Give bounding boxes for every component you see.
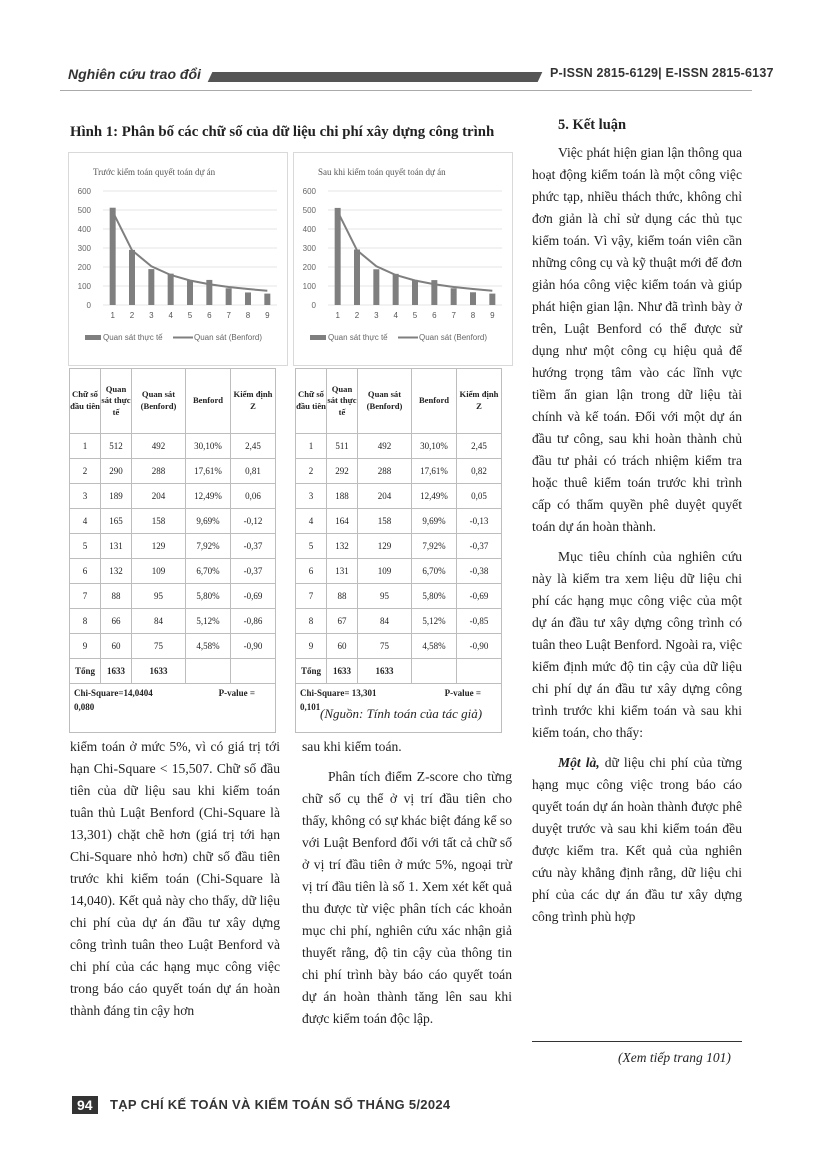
col3-lead: Một là, — [558, 755, 600, 770]
bar-actual — [393, 274, 399, 305]
x-tick-label: 3 — [374, 311, 379, 320]
table-row — [70, 559, 276, 584]
y-tick-label: 600 — [302, 187, 316, 196]
bar-actual — [451, 288, 457, 305]
table-cell: 292 — [327, 459, 358, 484]
table-cell: 9,69% — [412, 509, 457, 534]
legend-bar-swatch — [85, 335, 101, 340]
table-cell: 95 — [132, 584, 186, 609]
table-cell: -0,85 — [457, 609, 502, 634]
table-cell: 0,06 — [231, 484, 276, 509]
source-note: (Nguồn: Tính toán của tác giả) — [320, 706, 483, 721]
empty-cell — [412, 659, 457, 684]
bar-actual — [110, 208, 116, 305]
table-cell: 158 — [358, 509, 412, 534]
table-row — [70, 609, 276, 634]
bar-actual — [187, 280, 193, 305]
x-tick-label: 8 — [245, 311, 251, 320]
chart-title: Trước kiểm toán quyết toán dự án — [93, 167, 216, 177]
bar-actual — [335, 208, 341, 305]
x-tick-label: 6 — [432, 311, 437, 320]
table-cell: 2 — [296, 459, 327, 484]
table-cell: 30,10% — [186, 434, 231, 459]
table-row — [296, 434, 502, 459]
table-cell: 4 — [70, 509, 101, 534]
col2-paragraph-2: Phân tích điểm Z-score cho từng chữ số cụ thể ở vị trí đầu tiên cho thấy, không có sự khác biệt đáng kể so với Luật Benford đối với tất cả chữ số ở vị trí đầu tiên ở mức 5%, ngoại trừ vị trí đầu tiên là số 1. Xem xét kết quả thu được từ việc phân tích các khoản mục chi phí, nghiên cứu xác nhận giả thuyết rằng, độ tin cậy của thông tin chi phí trình bày báo cáo quyết toán dự án hoàn thành tăng lên sau khi được kiểm toán độc lập. — [302, 769, 512, 1026]
table-cell: 2 — [70, 459, 101, 484]
header-divider — [60, 90, 752, 91]
table-cell: 17,61% — [186, 459, 231, 484]
table-total-row — [296, 659, 502, 684]
table-cell: 0,82 — [457, 459, 502, 484]
chart-before-audit-svg — [69, 153, 287, 365]
table-cell: 1 — [70, 434, 101, 459]
total-benford: 1633 — [132, 659, 186, 684]
legend-benford-label: Quan sát (Benford) — [419, 333, 488, 342]
bar-actual — [226, 288, 232, 305]
chart-before-audit — [68, 152, 288, 366]
table-cell: 7,92% — [186, 534, 231, 559]
chi-square-value: Chi-Square=14,0404 — [74, 688, 153, 698]
issn-label: P-ISSN 2815-6129| E-ISSN 2815-6137 — [550, 66, 774, 80]
y-tick-label: 300 — [302, 244, 316, 253]
x-tick-label: 1 — [110, 311, 115, 320]
column-header: Quan sát thực tế — [101, 369, 132, 434]
y-tick-label: 500 — [77, 206, 91, 215]
x-tick-label: 1 — [335, 311, 340, 320]
table-cell: 84 — [132, 609, 186, 634]
bar-actual — [129, 250, 135, 305]
table-cell: 3 — [70, 484, 101, 509]
p-value: 0,101 — [300, 702, 321, 713]
continuation-note: (Xem tiếp trang 101) — [618, 1050, 731, 1065]
y-tick-label: 400 — [302, 225, 316, 234]
table-cell: -0,13 — [457, 509, 502, 534]
table-row — [70, 509, 276, 534]
body-column-3 — [532, 114, 742, 928]
empty-cell — [457, 659, 502, 684]
table-row — [70, 584, 276, 609]
bar-actual — [245, 292, 251, 305]
chi-square-value: Chi-Square= 13,301 — [300, 688, 377, 698]
x-tick-label: 5 — [187, 311, 193, 320]
legend-actual-label: Quan sát thực tế — [328, 333, 388, 342]
page-number: 94 — [72, 1096, 98, 1114]
table-cell: 158 — [132, 509, 186, 534]
total-benford: 1633 — [358, 659, 412, 684]
table-cell: 30,10% — [412, 434, 457, 459]
table-row — [296, 459, 502, 484]
table-cell: 164 — [327, 509, 358, 534]
table-row — [296, 484, 502, 509]
col1-paragraph: kiểm toán ở mức 5%, vì có giá trị tới hạn Chi-Square < 15,507. Chữ số đầu tiên của dữ liệu sau khi kiểm toán tuân thủ Luật Benford (Chi-Square là 13,301) chặt chẽ hơn (giá trị tới hạn Chi-Square nhỏ hơn) chữ số đầu tiên trước khi kiểm toán (Chi-Square là 14,040). Kết quả này cho thấy, dữ liệu chi phí của dự án đầu tư xây dựng công trình tuân theo Luật Benford và chi phí của các hạng mục công việc trong báo cáo quyết toán dự án hoàn thành đáng tin cậy hơn — [70, 739, 280, 1018]
table-row — [70, 534, 276, 559]
table-header-row — [296, 369, 502, 434]
x-tick-label: 9 — [265, 311, 270, 320]
table-cell: 5 — [296, 534, 327, 559]
y-tick-label: 200 — [77, 263, 91, 272]
table-cell: 132 — [101, 559, 132, 584]
table-row — [70, 434, 276, 459]
table-cell: 75 — [132, 634, 186, 659]
header-bar-decoration — [208, 72, 543, 82]
table-row — [296, 559, 502, 584]
table-cell: 6 — [296, 559, 327, 584]
empty-cell — [186, 659, 231, 684]
bar-actual — [148, 269, 154, 305]
legend-actual-label: Quan sát thực tế — [103, 333, 163, 342]
y-tick-label: 0 — [311, 301, 316, 310]
table-cell: 12,49% — [186, 484, 231, 509]
table-cell: -0,69 — [231, 584, 276, 609]
table-cell: 492 — [132, 434, 186, 459]
table-cell: 17,61% — [412, 459, 457, 484]
table-cell: 131 — [101, 534, 132, 559]
table-after-audit — [295, 368, 502, 733]
table-row — [296, 534, 502, 559]
legend-benford-label: Quan sát (Benford) — [194, 333, 263, 342]
chart-after-audit-svg — [294, 153, 512, 365]
table-cell: -0,37 — [231, 534, 276, 559]
bar-actual — [354, 250, 360, 305]
table-cell: 511 — [327, 434, 358, 459]
table-cell: 7 — [70, 584, 101, 609]
table-after-audit-wrap — [295, 368, 502, 733]
table-cell: 6,70% — [186, 559, 231, 584]
x-tick-label: 6 — [207, 311, 212, 320]
table-cell: 132 — [327, 534, 358, 559]
x-tick-label: 4 — [393, 311, 398, 320]
table-before-audit-wrap — [69, 368, 276, 733]
table-cell: 88 — [101, 584, 132, 609]
p-value-label: P-value = — [218, 688, 255, 698]
table-row — [70, 459, 276, 484]
table-cell: -0,86 — [231, 609, 276, 634]
bar-actual — [168, 274, 174, 305]
table-cell: 288 — [358, 459, 412, 484]
col3-paragraph-3-text: dữ liệu chi phí của từng hạng mục công việc trong báo cáo quyết toán dự án hoàn thành được phê duyệt trước và sau khi kiểm toán đều được kiểm tra. Kết quả của nghiên cứu này khẳng định rằng, dữ liệu chi phí của các dự án đầu tư xây dựng công trình phù hợp — [532, 755, 742, 924]
table-cell: 12,49% — [412, 484, 457, 509]
col2-paragraph-1: sau khi kiểm toán. — [302, 739, 402, 754]
p-value: 0,080 — [74, 702, 95, 713]
table-cell: 1 — [296, 434, 327, 459]
table-cell: 88 — [327, 584, 358, 609]
y-tick-label: 400 — [77, 225, 91, 234]
table-row — [296, 634, 502, 659]
table-cell: 4,58% — [186, 634, 231, 659]
figure-title: Hình 1: Phân bố các chữ số của dữ liệu chi phí xây dựng công trình — [70, 124, 495, 140]
bar-actual — [470, 292, 476, 305]
total-actual: 1633 — [327, 659, 358, 684]
table-cell: 66 — [101, 609, 132, 634]
y-tick-label: 300 — [77, 244, 91, 253]
y-tick-label: 200 — [302, 263, 316, 272]
table-header-row — [70, 369, 276, 434]
chart-title: Sau khi kiểm toán quyết toán dự án — [318, 167, 446, 177]
table-cell: 165 — [101, 509, 132, 534]
body-column-1 — [70, 736, 280, 1022]
empty-cell — [231, 659, 276, 684]
col3-paragraph-1: Việc phát hiện gian lận thông qua hoạt động kiểm toán là một công việc phức tạp, nhiều thách thức, không chỉ đơn giản là chỉ sử dụng các thủ tục kiểm toán. Vì vậy, kiểm toán viên cần những công cụ và kỹ thuật mới để đơn giản hóa công việc kiểm toán và giúp phát hiện gian lận. Như đã trình bày ở trên, Luật Benford có thể được sử dụng như một công cụ hiệu quả để hướng trọng tâm vào các lĩnh vực tiềm ẩn gian lận trong dữ liệu tài chính và kế toán. Đối với một dự án đầu tư công, sau khi hoàn thành chủ đầu tư phải có trách nhiệm kiểm tra hoặc thuê kiểm toán trước khi trình cấp có thẩm quyền phê duyệt quyết toán dự án hoàn thành. — [532, 145, 742, 534]
table-cell: 60 — [101, 634, 132, 659]
bar-actual — [412, 280, 418, 305]
table-cell: 204 — [132, 484, 186, 509]
table-total-row — [70, 659, 276, 684]
journal-title: TẠP CHÍ KẾ TOÁN VÀ KIỂM TOÁN SỐ THÁNG 5/2024 — [110, 1097, 451, 1112]
bar-actual — [373, 269, 379, 305]
table-cell: 8 — [296, 609, 327, 634]
table-cell: 7,92% — [412, 534, 457, 559]
line-benford — [113, 212, 268, 291]
table-cell: 7 — [296, 584, 327, 609]
table-cell: 5,80% — [412, 584, 457, 609]
column-header: Chữ số đầu tiên — [296, 369, 327, 434]
column-header: Kiểm định Z — [457, 369, 502, 434]
table-cell: 6 — [70, 559, 101, 584]
table-cell: 6,70% — [412, 559, 457, 584]
table-cell: 109 — [358, 559, 412, 584]
table-cell: 5,12% — [186, 609, 231, 634]
body-column-2 — [302, 736, 512, 1030]
conclusion-heading: 5. Kết luận — [558, 117, 627, 133]
y-tick-label: 500 — [302, 206, 316, 215]
column-header: Benford — [412, 369, 457, 434]
table-cell: 492 — [358, 434, 412, 459]
table-cell: 204 — [358, 484, 412, 509]
table-cell: 2,45 — [457, 434, 502, 459]
table-cell: 0,05 — [457, 484, 502, 509]
column-header: Quan sát (Benford) — [358, 369, 412, 434]
table-row — [296, 584, 502, 609]
table-cell: -0,37 — [457, 534, 502, 559]
table-chi-square-row — [70, 684, 276, 733]
p-value-label: P-value = — [444, 688, 481, 698]
section-label: Nghiên cứu trao đổi — [68, 66, 201, 82]
table-cell: 5 — [70, 534, 101, 559]
table-before-audit — [69, 368, 276, 733]
x-tick-label: 7 — [451, 311, 456, 320]
table-row — [296, 509, 502, 534]
table-cell: 9 — [296, 634, 327, 659]
table-cell: 109 — [132, 559, 186, 584]
table-cell: 131 — [327, 559, 358, 584]
col3-paragraph-3 — [532, 752, 742, 928]
table-cell: -0,38 — [457, 559, 502, 584]
table-cell: 8 — [70, 609, 101, 634]
legend-bar-swatch — [310, 335, 326, 340]
x-tick-label: 9 — [490, 311, 495, 320]
table-cell: -0,37 — [231, 559, 276, 584]
table-row — [70, 634, 276, 659]
table-cell: 67 — [327, 609, 358, 634]
table-cell: 95 — [358, 584, 412, 609]
table-cell: 60 — [327, 634, 358, 659]
table-cell: 5,80% — [186, 584, 231, 609]
table-cell: -0,12 — [231, 509, 276, 534]
total-actual: 1633 — [101, 659, 132, 684]
table-cell: 4 — [296, 509, 327, 534]
table-cell: 129 — [358, 534, 412, 559]
x-tick-label: 2 — [354, 311, 360, 320]
y-tick-label: 100 — [77, 282, 91, 291]
table-row — [296, 609, 502, 634]
y-tick-label: 100 — [302, 282, 316, 291]
x-tick-label: 3 — [149, 311, 154, 320]
column-header: Chữ số đầu tiên — [70, 369, 101, 434]
y-tick-label: 600 — [77, 187, 91, 196]
table-cell: 9,69% — [186, 509, 231, 534]
table-cell: -0,90 — [457, 634, 502, 659]
column-header: Kiểm định Z — [231, 369, 276, 434]
table-cell: 129 — [132, 534, 186, 559]
column-header: Quan sát thực tế — [327, 369, 358, 434]
bar-actual — [489, 294, 495, 305]
chart-after-audit — [293, 152, 513, 366]
total-label: Tổng — [296, 659, 327, 684]
y-tick-label: 0 — [86, 301, 91, 310]
x-tick-label: 7 — [226, 311, 231, 320]
x-tick-label: 4 — [168, 311, 173, 320]
chi-square-cell — [70, 684, 276, 733]
table-cell: 5,12% — [412, 609, 457, 634]
continuation-divider — [532, 1041, 742, 1042]
table-cell: 4,58% — [412, 634, 457, 659]
column-header: Benford — [186, 369, 231, 434]
table-cell: 84 — [358, 609, 412, 634]
table-cell: -0,69 — [457, 584, 502, 609]
table-cell: 188 — [327, 484, 358, 509]
table-cell: 189 — [101, 484, 132, 509]
table-cell: 3 — [296, 484, 327, 509]
table-cell: 290 — [101, 459, 132, 484]
table-cell: 75 — [358, 634, 412, 659]
total-label: Tổng — [70, 659, 101, 684]
table-row — [70, 484, 276, 509]
column-header: Quan sát (Benford) — [132, 369, 186, 434]
x-tick-label: 2 — [129, 311, 135, 320]
x-tick-label: 8 — [470, 311, 476, 320]
table-cell: 9 — [70, 634, 101, 659]
table-cell: 2,45 — [231, 434, 276, 459]
table-cell: -0,90 — [231, 634, 276, 659]
table-cell: 288 — [132, 459, 186, 484]
x-tick-label: 5 — [412, 311, 418, 320]
line-benford — [338, 212, 493, 291]
bar-actual — [264, 294, 270, 305]
col3-paragraph-2: Mục tiêu chính của nghiên cứu này là kiểm tra xem liệu dữ liệu chi phí các hạng mục công việc của một dự án đầu tư xây dựng công trình có tuân theo Luật Benford. Ngoài ra, việc kiểm định mức độ tin cậy của dữ liệu chi phí dự án đầu tư xây dựng công trình trước khi kiểm toán và sau khi kiểm toán, cho thấy: — [532, 549, 742, 740]
table-cell: 0,81 — [231, 459, 276, 484]
table-cell: 512 — [101, 434, 132, 459]
